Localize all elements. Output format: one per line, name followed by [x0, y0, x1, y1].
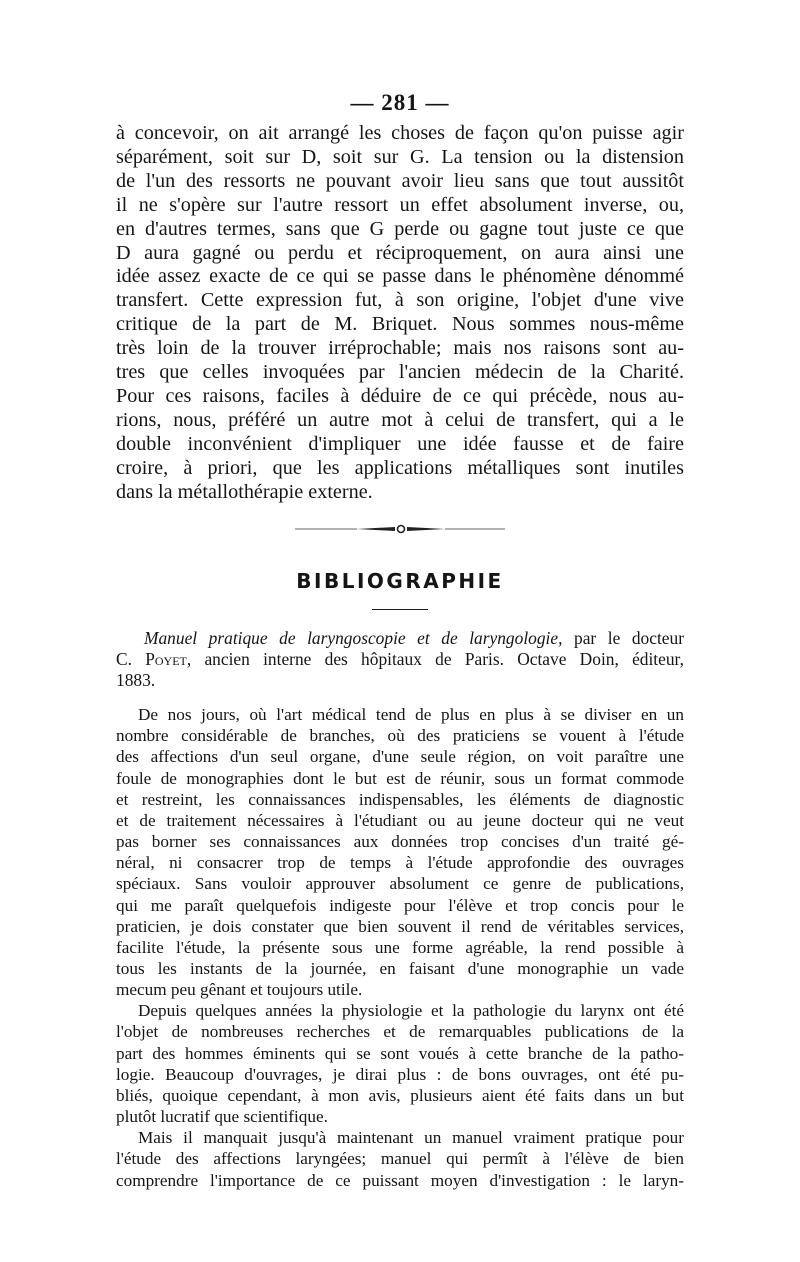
text-line: et restreint, les connaissances indispensables, les éléments de diagnostic — [116, 789, 684, 809]
text-line: et de traitement nécessaires à l'étudiant ou au jeune docteur qui ne veut — [116, 810, 684, 830]
text-line: plutôt lucratif que scientifique. — [116, 1107, 328, 1127]
text-line: facilite l'étude, la présente sous une forme agréable, la rend possible à — [116, 937, 684, 957]
text-line: double inconvénient d'impliquer une idée fausse et de faire — [116, 432, 684, 455]
text-line: rions, nous, préféré un autre mot à celui de transfert, qui a le — [116, 408, 684, 431]
text-line: bliés, quoique cependant, à mon avis, plusieurs aient été faits dans un but — [116, 1085, 684, 1105]
text-line: croire, à priori, que les applications métalliques sont inutiles — [116, 456, 684, 479]
text-line: séparément, soit sur D, soit sur G. La tension ou la distension — [116, 145, 684, 168]
author-name: C. Poyet, — [116, 648, 192, 669]
text-line: pas borner ses connaissances aux données trop concises d'un traité gé- — [116, 832, 684, 852]
ornament-divider — [295, 519, 505, 539]
text-line: il ne s'opère sur l'autre ressort un effet absolument inverse, ou, — [116, 193, 684, 216]
reference-year: 1883. — [116, 669, 156, 690]
text-line: à concevoir, on ait arrangé les choses de façon qu'on puisse agir — [116, 122, 684, 144]
reference-line — [116, 628, 684, 649]
text-line: l'étude des affections laryngées; manuel qui permît à l'élève de bien — [116, 1149, 684, 1169]
text-line: De nos jours, où l'art médical tend de plus en plus à se diviser en un — [138, 705, 684, 725]
text-line: nombre considérable de branches, où des praticiens se vouent à l'étude — [116, 726, 684, 746]
page-number: — 281 — — [350, 90, 450, 115]
paragraph-transfert — [116, 122, 684, 505]
text-line: transfert. Cette expression fut, à son origine, l'objet d'une vive — [116, 289, 684, 312]
text-line: Depuis quelques années la physiologie et la pathologie du larynx ont été — [138, 1001, 684, 1021]
text-line: très loin de la trouver irréprochable; mais nos raisons sont au- — [116, 337, 684, 360]
text-line: D aura gagné ou perdu et réciproquement, on aura ainsi une — [116, 241, 684, 264]
text-line: en d'autres termes, sans que G perde ou gagne tout juste ce que — [116, 217, 684, 240]
text-line: part des hommes éminents qui se sont voués à cette branche de la patho- — [116, 1043, 684, 1063]
text-line: qui me paraît quelquefois indigeste pour l'élève et trop concis pour le — [116, 895, 684, 915]
text-line: logie. Beaucoup d'ouvrages, je dirai plus : de bons ouvrages, ont été pu- — [116, 1064, 684, 1084]
text-line: mecum peu gênant et toujours utile. — [116, 980, 363, 1000]
review-text — [116, 704, 684, 1191]
text-line: des affections d'un seul organe, d'une seule région, on voit paraître une — [116, 747, 684, 767]
text-line: tous les instants de la journée, en faisant d'une monographie un vade — [116, 958, 684, 978]
text-line: Mais il manquait jusqu'à maintenant un manuel vraiment pratique pour — [138, 1128, 684, 1148]
text-line: tres que celles invoquées par l'ancien médecin de la Charité. — [116, 361, 684, 384]
text-line: comprendre l'importance de ce puissant moyen d'investigation : le laryn- — [116, 1170, 684, 1190]
reference-text: ancien interne des hôpitaux de Paris. Octave Doin, éditeur, — [191, 648, 684, 669]
text-line: spéciaux. Sans vouloir approuver absolument ce genre de publications, — [116, 874, 684, 894]
text-line: dans la métallothérapie externe. — [116, 480, 373, 503]
reference-line — [116, 649, 684, 670]
text-line: foule de monographies dont le but est de réunir, sous un format commode — [116, 768, 684, 788]
text-line: praticien, je dois constater que bien souvent il rend de véritables services, — [116, 916, 684, 936]
bibliographic-reference — [116, 628, 684, 692]
text-line: idée assez exacte de ce qui se passe dans le phénomène dénommé — [116, 265, 684, 288]
reference-text: par le docteur — [562, 627, 684, 648]
text-line: néral, ni consacrer trop de temps à l'étude approfondie des ouvrages — [116, 853, 684, 873]
book-title: Manuel pratique de laryngoscopie et de laryngologie, — [144, 627, 563, 648]
text-line: Pour ces raisons, faciles à déduire de ce qui précède, nous au- — [116, 384, 684, 407]
title-rule — [372, 609, 428, 610]
book-page — [116, 88, 684, 1191]
text-line: de l'un des ressorts ne pouvant avoir lieu sans que tout aussitôt — [116, 169, 684, 192]
text-line: critique de la part de M. Briquet. Nous sommes nous-même — [116, 313, 684, 336]
text-line: l'objet de nombreuses recherches et de remarquables publications de la — [116, 1022, 684, 1042]
section-title: BIBLIOGRAPHIE — [296, 568, 504, 593]
